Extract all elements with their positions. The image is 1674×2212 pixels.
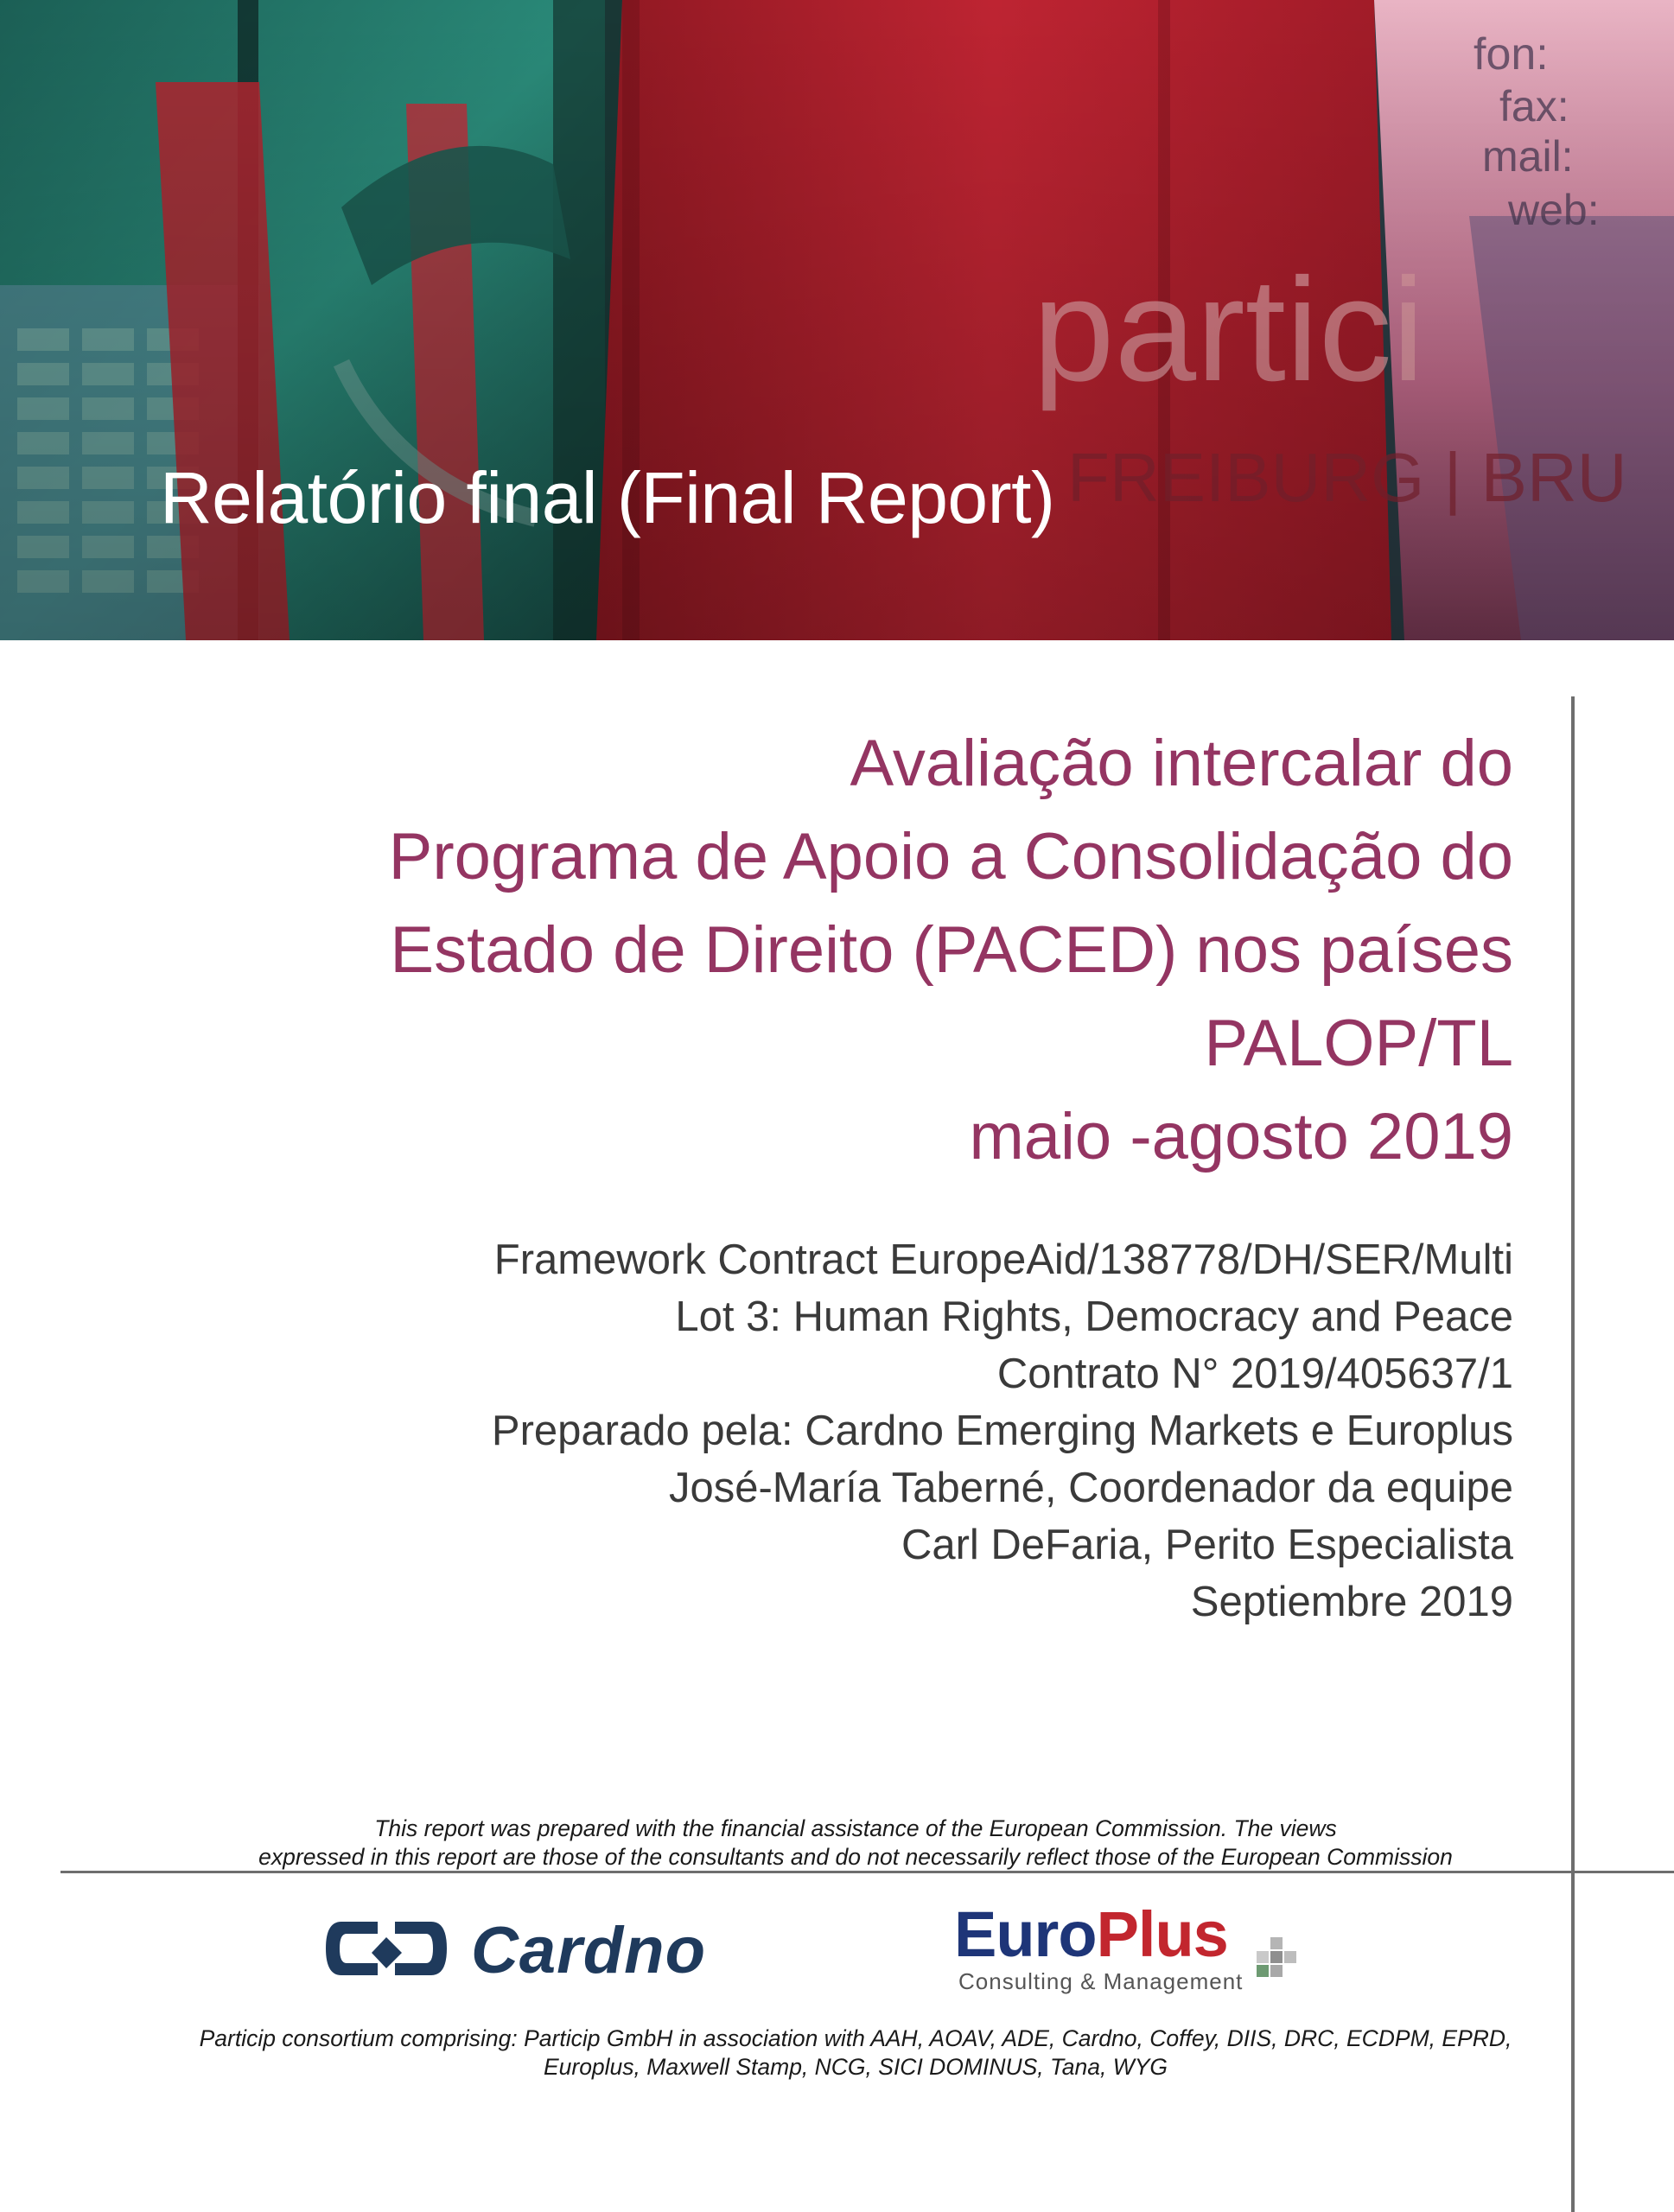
title-line: maio -agosto 2019 — [969, 1100, 1513, 1173]
europlus-wordmark — [954, 1897, 1228, 1971]
disclaimer-line: expressed in this report are those of the consultants and do not necessarily reflect those of the European Commission — [258, 1844, 1453, 1870]
report-title — [44, 717, 1513, 1184]
disclaimer-line: This report was prepared with the financial assistance of the European Commission. The views — [374, 1815, 1337, 1841]
consortium-line: Europlus, Maxwell Stamp, NCG, SICI DOMINUS, Tana, WYG — [543, 2054, 1168, 2080]
ec-disclaimer — [78, 1815, 1633, 1872]
europlus-squares-icon — [1257, 1930, 1312, 1986]
europlus-logo — [954, 1897, 1317, 2001]
expert: Carl DeFaria, Perito Especialista — [901, 1522, 1513, 1568]
europlus-tagline: Consulting & Management — [958, 1968, 1244, 1994]
framework-contract: Framework Contract EuropeAid/138778/DH/SER/Multi — [493, 1236, 1513, 1283]
consortium-note — [78, 2024, 1633, 2082]
cover-banner — [0, 0, 1674, 640]
banner-photo — [0, 0, 1674, 640]
title-line: Avaliação intercalar do — [850, 727, 1513, 800]
cardno-logo — [324, 1910, 808, 1987]
title-line: Programa de Apoio a Consolidação do — [388, 820, 1513, 893]
right-margin-rule — [1571, 696, 1575, 2212]
title-line: PALOP/TL — [1204, 1007, 1513, 1080]
europlus-euro-text: Euro — [954, 1898, 1097, 1970]
team-coordinator: José-María Taberné, Coordenador da equipe — [668, 1465, 1513, 1511]
lot-info: Lot 3: Human Rights, Democracy and Peace — [675, 1294, 1513, 1340]
title-line: Estado de Direito (PACED) nos países — [390, 913, 1513, 987]
contract-number: Contrato N° 2019/405637/1 — [996, 1351, 1513, 1397]
report-date: Septiembre 2019 — [1190, 1579, 1513, 1625]
report-type-title: Relatório final (Final Report) — [160, 457, 1055, 538]
contract-details — [44, 1231, 1513, 1630]
europlus-plus-text: Plus — [1096, 1898, 1228, 1970]
cardno-wordmark: Cardno — [471, 1914, 706, 1987]
cardno-mark-icon — [324, 1910, 462, 1987]
prepared-by: Preparado pela: Cardno Emerging Markets e Europlus — [491, 1408, 1513, 1454]
consortium-line: Particip consortium comprising: Particip GmbH in association with AAH, AOAV, ADE, Cardno, Coffey, DIIS, DRC, ECDPM, EPRD, — [199, 2025, 1512, 2051]
